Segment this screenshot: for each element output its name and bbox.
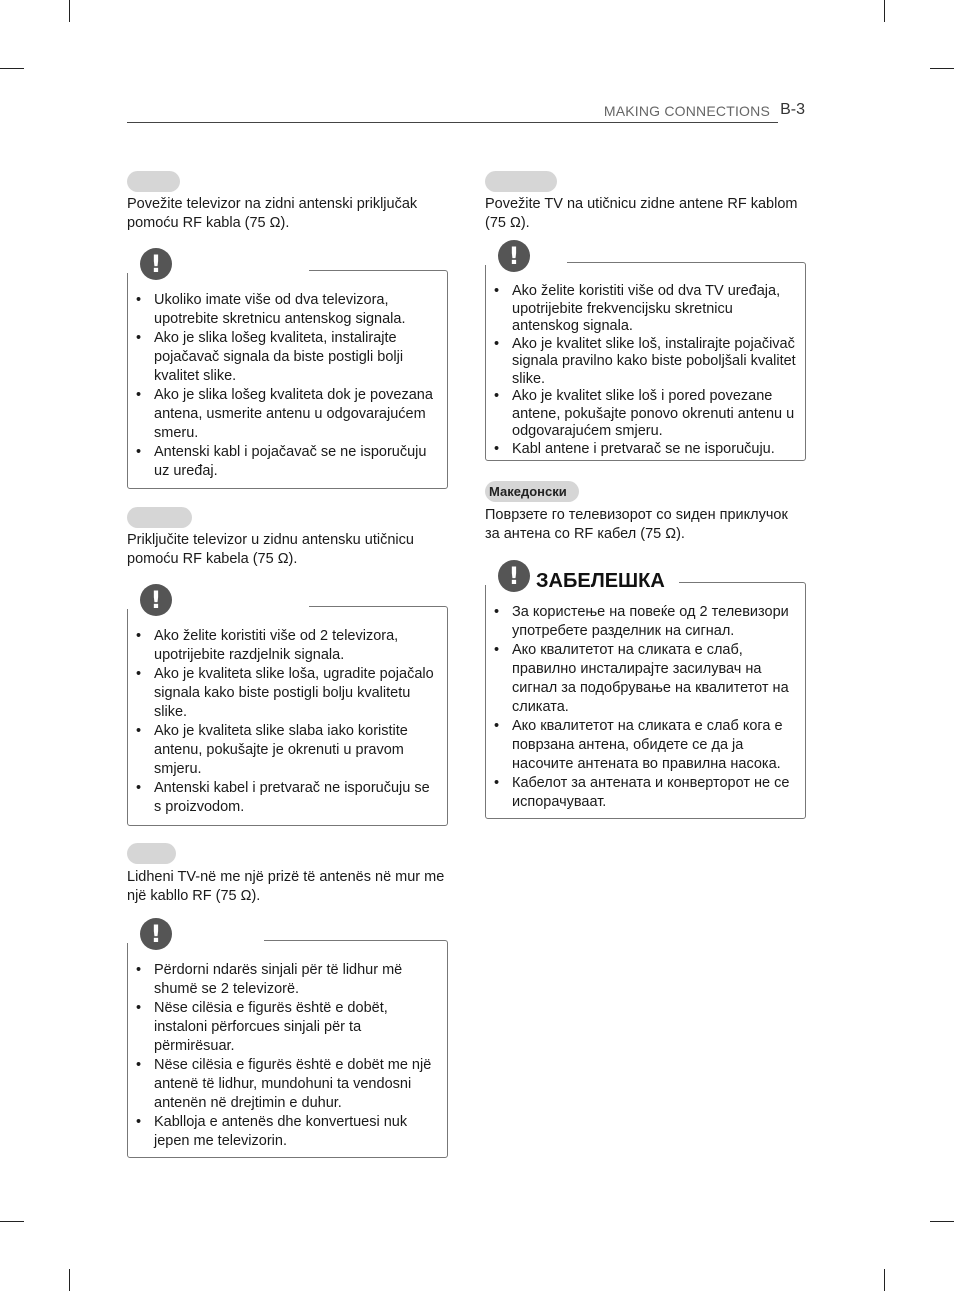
section-intro: Lidheni TV-në me një prizë të antenës në mur me një kabllo RF (75 Ω). [127,869,445,904]
list-item: • Antenski kabel i pretvarač ne isporučuju se s proizvodom. [128,779,440,817]
language-label: Македонски [485,481,579,502]
list-item: • Nëse cilësia e figurës është e dobët, instaloni përforcues sinjali për ta përmirësuar. [128,999,440,1056]
exclamation-icon: ! [140,248,172,280]
list-item: • Ако квалитетот на сликата е слаб, правилно инсталирајте засилувач на сигнал за подобрување на квалитетот на сликата. [486,641,800,717]
note-box [485,242,806,461]
header-section-title: MAKING CONNECTIONS [603,103,770,119]
list-item: • Ako je kvalitet slike loš i pored povezane antene, pokušajte ponovo okrenuti antenu u odgovarajućem smjeru. [486,388,800,441]
crop-mark [0,68,24,69]
crop-mark [930,1221,954,1222]
list-item: • Antenski kabl i pojačavač se ne isporučuju uz uređaj. [128,443,440,481]
exclamation-icon: ! [498,560,530,592]
crop-mark [69,0,70,22]
note-list [128,961,440,1151]
list-item: • Ako želite koristiti više od 2 televizora, upotrijebite razdjelnik signala. [128,627,440,665]
page-number: B-3 [780,101,805,118]
section-intro: Поврзете го телевизорот со ѕиден приклучок за антена со RF кабел (75 Ω). [485,507,788,542]
list-item: • Kablloja e antenës dhe konvertuesi nuk jepen me televizorin. [128,1113,440,1151]
note-list [486,603,800,812]
list-item: • Nëse cilësia e figurës është e dobët me një antenë të lidhur, mundohuni ta vendosni antenën në drejtimin e duhur. [128,1056,440,1113]
note-box [127,250,448,489]
note-box [485,562,806,819]
header-divider [127,122,778,123]
section-intro: Povežite TV na utičnicu zidne antene RF kablom (75 Ω). [485,196,798,231]
list-item: • За користење на повеќе од 2 телевизори употребете разделник на сигнал. [486,603,800,641]
list-item: • Ako želite koristiti više od dva TV uređaja, upotrijebite frekvencijsku skretnicu antenskog signala. [486,283,800,336]
list-item: • Përdorni ndarës sinjali për të lidhur më shumë se 2 televizorë. [128,961,440,999]
note-title: ЗАБЕЛЕШКА [536,570,669,593]
language-label [127,171,180,192]
section-intro: Povežite televizor na zidni antenski priključak pomoću RF kabla (75 Ω). [127,196,418,231]
list-item: • Ako je kvaliteta slike loša, ugradite pojačalo signala kako biste postigli bolju kvalitetu slike. [128,665,440,722]
note-list [128,291,440,481]
crop-mark [69,1269,70,1291]
language-label [127,507,192,528]
language-label [485,171,557,192]
exclamation-icon: ! [498,240,530,272]
list-item: • Ako je slika lošeg kvaliteta dok je povezana antena, usmerite antenu u odgovarajućem smeru. [128,386,440,443]
section-intro: Priključite televizor u zidnu antensku utičnicu pomoću RF kabela (75 Ω). [127,532,414,567]
list-item: • Ako je slika lošeg kvaliteta, instalirajte pojačavač signala da biste postigli bolji kvalitet slike. [128,329,440,386]
list-item: • Kabl antene i pretvarač se ne isporučuju. [486,441,800,459]
list-item: • Ukoliko imate više od dva televizora, upotrebite skretnicu antenskog signala. [128,291,440,329]
exclamation-icon: ! [140,584,172,616]
exclamation-icon: ! [140,918,172,950]
list-item: • Ako je kvalitet slike loš, instalirajte pojačivač signala pravilno kako biste poboljšali kvalitet slike. [486,336,800,389]
note-box [127,920,448,1158]
crop-mark [884,0,885,22]
note-box [127,586,448,826]
crop-mark [930,68,954,69]
note-list [486,283,800,458]
list-item: • Кабелот за антената и конверторот не се испорачуваат. [486,774,800,812]
crop-mark [0,1221,24,1222]
crop-mark [884,1269,885,1291]
list-item: • Ako je kvaliteta slike slaba iako koristite antenu, pokušajte je okrenuti u pravom smjeru. [128,722,440,779]
language-label [127,843,176,864]
note-list [128,627,440,817]
list-item: • Ако квалитетот на сликата е слаб кога е поврзана антена, обидете се да ја насочите антената во правилна насока. [486,717,800,774]
